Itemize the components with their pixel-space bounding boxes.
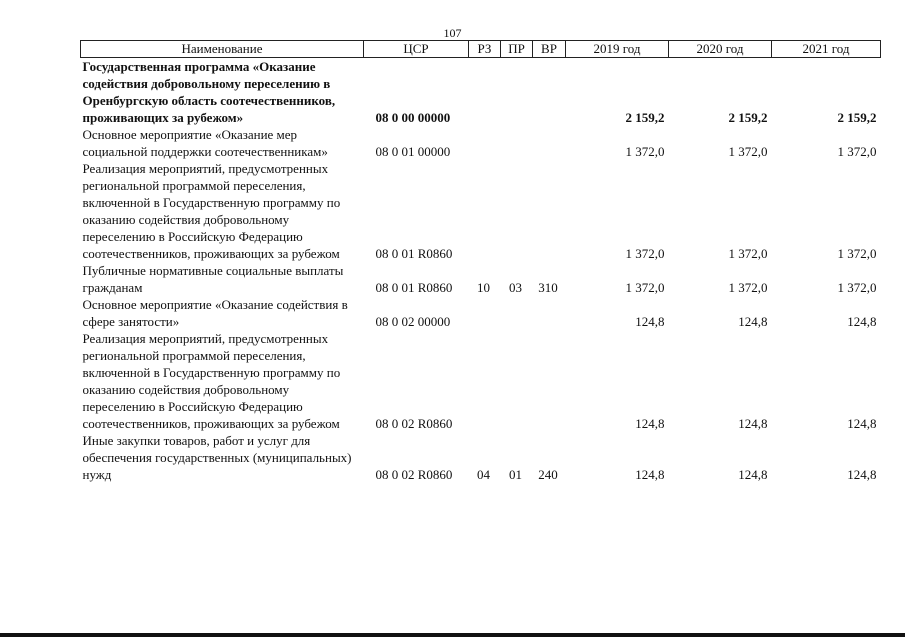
row-value-2020: 1 372,0 xyxy=(728,246,768,261)
row-vr: 310 xyxy=(538,280,558,295)
row-vr xyxy=(533,160,566,262)
row-pr xyxy=(501,160,533,262)
row-value-2021: 1 372,0 xyxy=(837,246,877,261)
row-csr: 08 0 02 00000 xyxy=(375,314,451,329)
row-vr: 240 xyxy=(538,467,558,482)
row-pr xyxy=(501,126,533,160)
row-pr xyxy=(501,330,533,432)
table-row xyxy=(81,160,881,262)
table-row xyxy=(81,296,881,330)
page-number: 107 xyxy=(443,26,462,40)
row-value-2020: 2 159,2 xyxy=(728,110,768,125)
header-pr: ПР xyxy=(501,41,533,58)
row-value-2021: 124,8 xyxy=(847,467,877,482)
row-rz xyxy=(469,330,501,432)
row-name: Реализация мероприятий, предусмотренных региональной программой переселения, включенной в Государственную программу по оказанию содействия добровольному переселению в Российскую Федерацию соотечественников, проживающих за рубежом xyxy=(82,161,341,261)
table-row xyxy=(81,262,881,296)
row-value-2019: 124,8 xyxy=(635,416,665,431)
row-value-2021: 124,8 xyxy=(847,416,877,431)
row-value-2020: 124,8 xyxy=(738,467,768,482)
row-rz xyxy=(469,296,501,330)
row-pr xyxy=(501,58,533,127)
row-value-2019: 1 372,0 xyxy=(625,144,665,159)
header-2021: 2021 год xyxy=(772,41,881,58)
row-name: Иные закупки товаров, работ и услуг для обеспечения государственных (муниципальных) нужд xyxy=(82,433,352,482)
row-csr: 08 0 01 R0860 xyxy=(375,246,453,261)
row-csr: 08 0 01 00000 xyxy=(375,144,451,159)
table-row xyxy=(81,126,881,160)
row-value-2019: 1 372,0 xyxy=(625,246,665,261)
row-rz xyxy=(469,126,501,160)
row-value-2021: 1 372,0 xyxy=(837,144,877,159)
row-csr: 08 0 02 R0860 xyxy=(375,416,453,431)
header-csr: ЦСР xyxy=(364,41,469,58)
row-rz: 04 xyxy=(477,467,490,482)
header-2019: 2019 год xyxy=(566,41,669,58)
row-rz xyxy=(469,160,501,262)
row-value-2019: 1 372,0 xyxy=(625,280,665,295)
row-vr xyxy=(533,296,566,330)
row-rz: 10 xyxy=(477,280,490,295)
row-name: Государственная программа «Оказание содействия добровольному переселению в Оренбургскую область соотечественников, проживающих за рубежом» xyxy=(82,59,336,125)
row-pr: 01 xyxy=(509,467,522,482)
row-name: Публичные нормативные социальные выплаты гражданам xyxy=(82,263,344,295)
header-rz: РЗ xyxy=(469,41,501,58)
row-csr: 08 0 02 R0860 xyxy=(375,467,453,482)
row-value-2020: 1 372,0 xyxy=(728,280,768,295)
budget-table xyxy=(80,40,881,483)
row-name: Реализация мероприятий, предусмотренных региональной программой переселения, включенной в Государственную программу по оказанию содействия добровольному переселению в Российскую Федерацию соотечественников, проживающих за рубежом xyxy=(82,331,341,431)
row-csr: 08 0 00 00000 xyxy=(375,110,451,125)
row-value-2019: 124,8 xyxy=(635,467,665,482)
row-value-2020: 1 372,0 xyxy=(728,144,768,159)
table-header-row xyxy=(81,41,881,58)
header-name: Наименование xyxy=(81,41,364,58)
table-row xyxy=(81,330,881,432)
row-value-2021: 1 372,0 xyxy=(837,280,877,295)
row-value-2020: 124,8 xyxy=(738,416,768,431)
row-value-2019: 124,8 xyxy=(635,314,665,329)
row-vr xyxy=(533,330,566,432)
header-2020: 2020 год xyxy=(669,41,772,58)
row-pr xyxy=(501,296,533,330)
row-name: Основное мероприятие «Оказание содействия в сфере занятости» xyxy=(82,297,348,329)
header-vr: ВР xyxy=(533,41,566,58)
row-value-2021: 2 159,2 xyxy=(837,110,877,125)
row-value-2021: 124,8 xyxy=(847,314,877,329)
row-value-2019: 2 159,2 xyxy=(625,110,665,125)
row-csr: 08 0 01 R0860 xyxy=(375,280,453,295)
table-row xyxy=(81,58,881,127)
bottom-scan-rule xyxy=(0,633,905,637)
row-vr xyxy=(533,126,566,160)
row-value-2020: 124,8 xyxy=(738,314,768,329)
row-rz xyxy=(469,58,501,127)
row-name: Основное мероприятие «Оказание мер социальной поддержки соотечественникам» xyxy=(82,127,328,159)
row-pr: 03 xyxy=(509,280,522,295)
table-row xyxy=(81,432,881,483)
row-vr xyxy=(533,58,566,127)
